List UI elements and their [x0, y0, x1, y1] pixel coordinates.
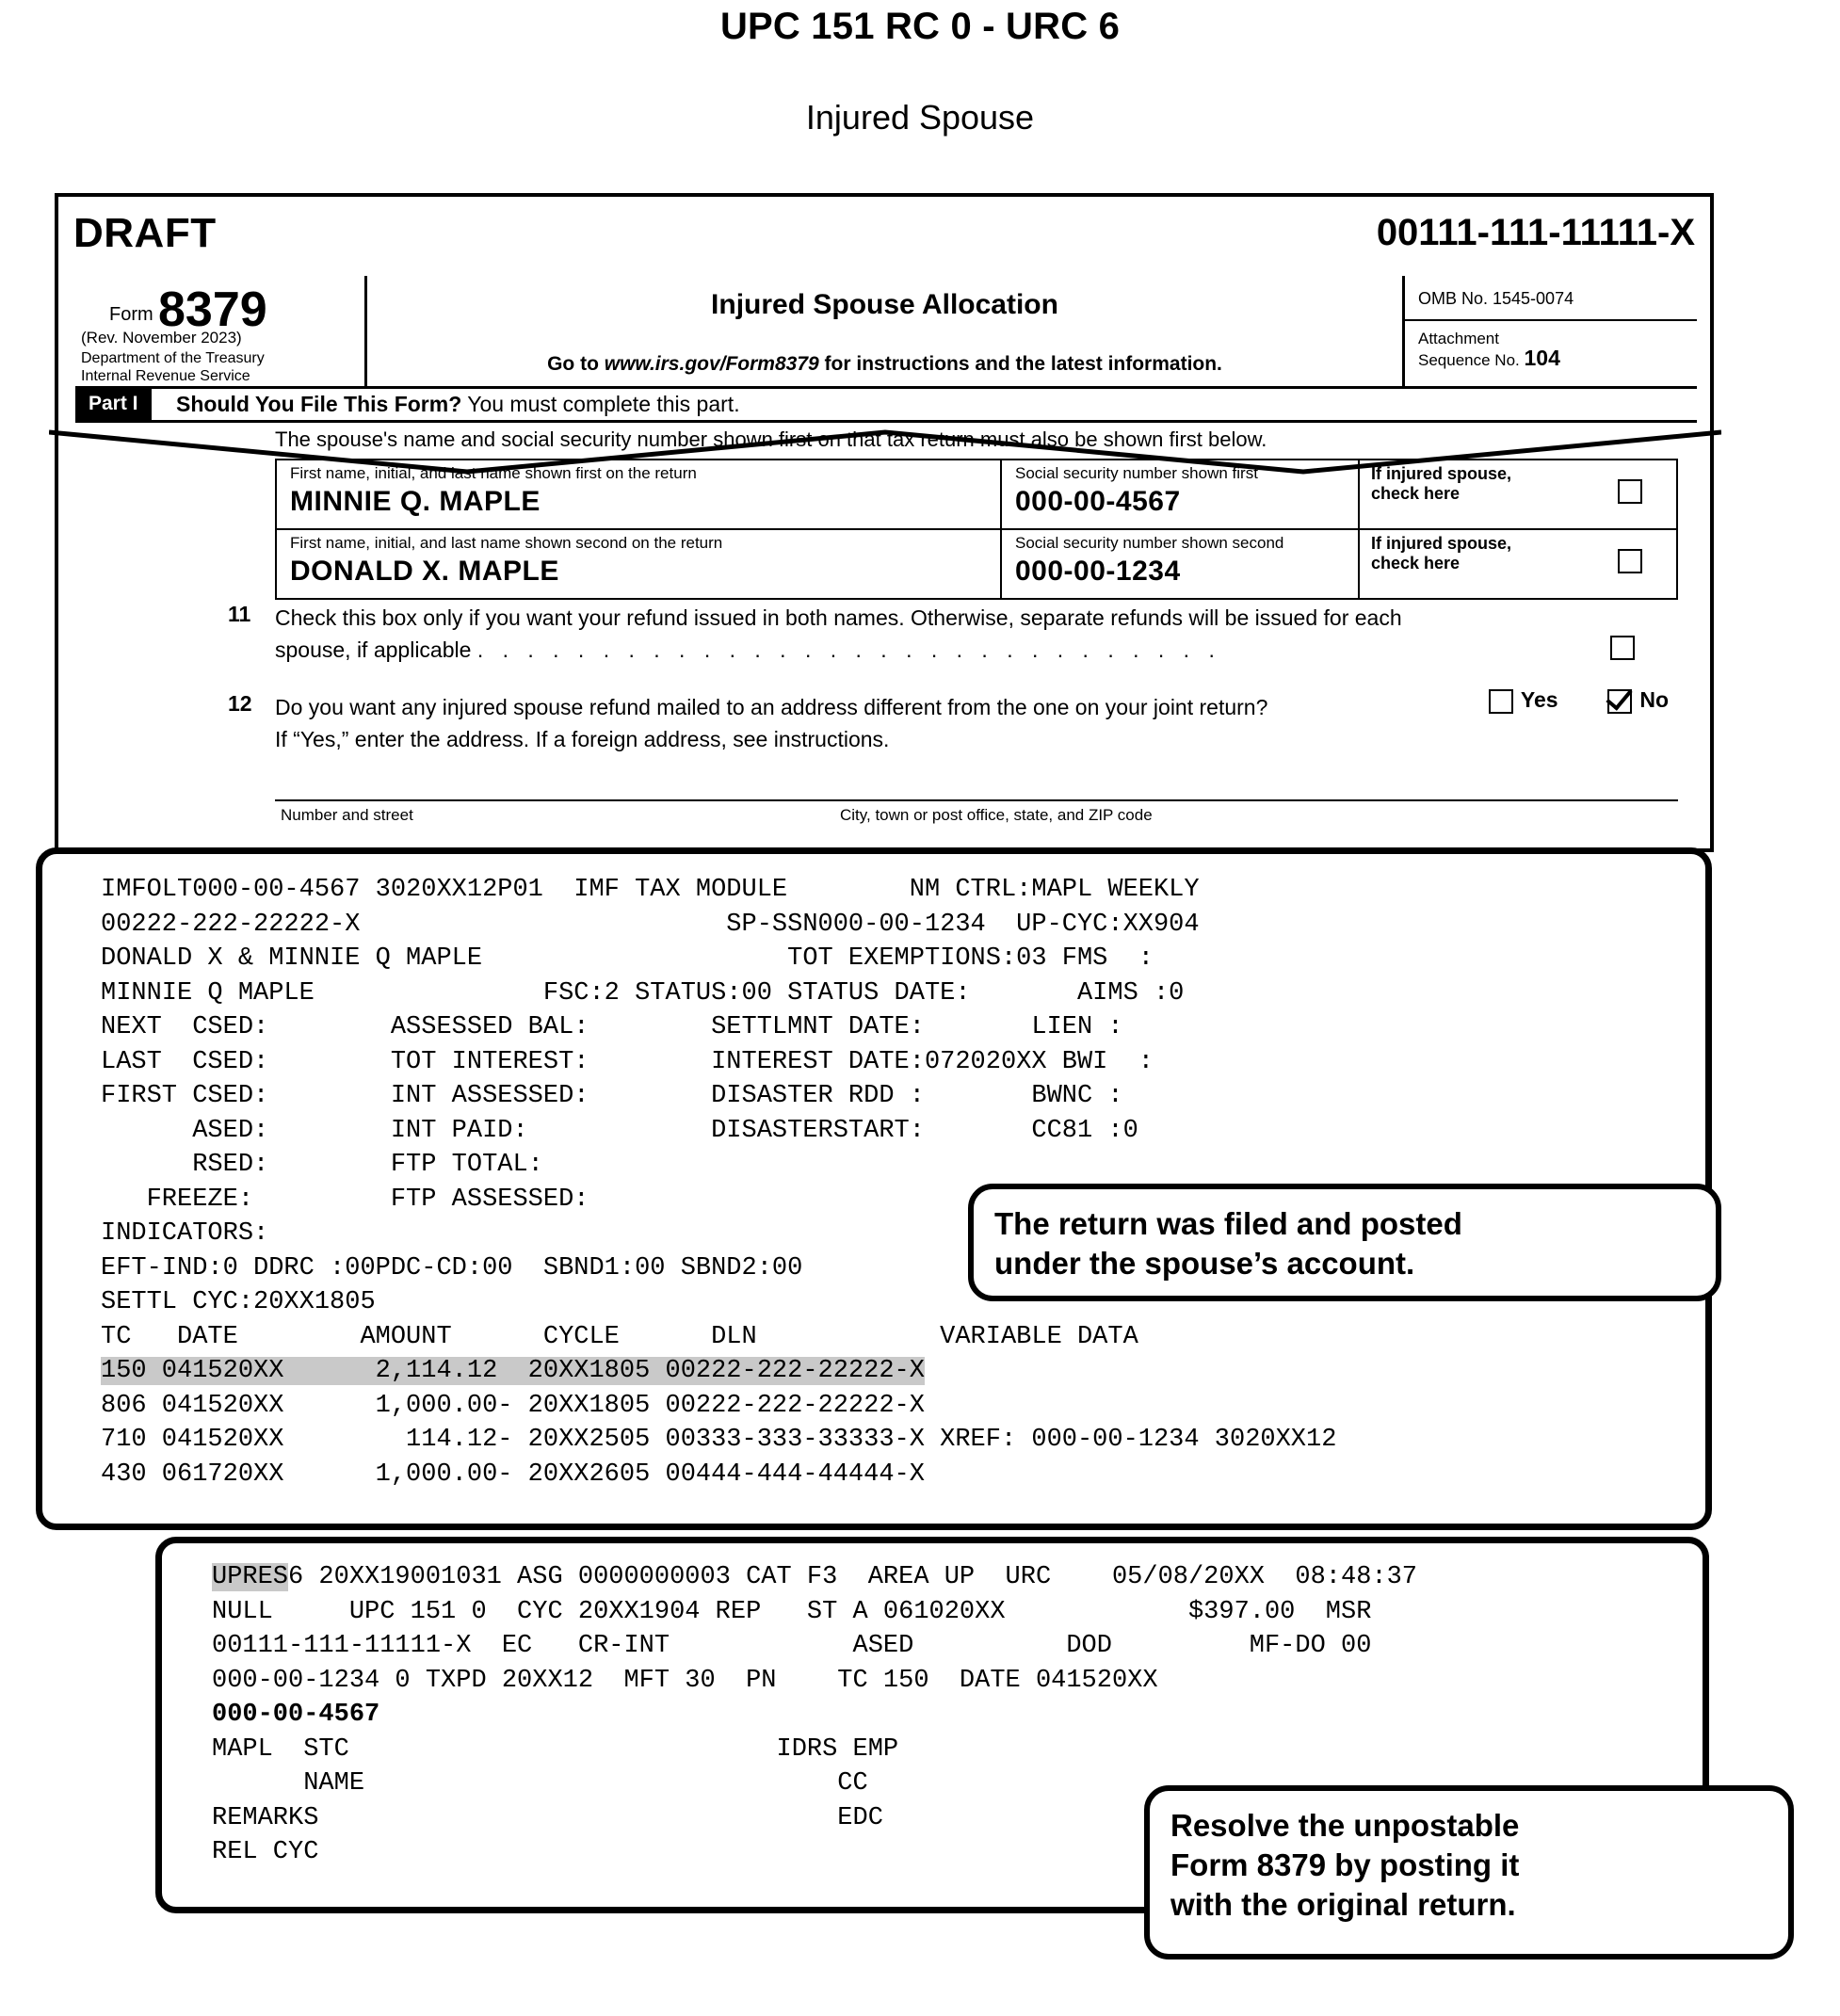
page-subtitle: Injured Spouse: [805, 98, 1035, 137]
upres-line: MAPL STC IDRS EMP: [212, 1734, 899, 1764]
tc-row-710: 710 041520XX 114.12- 20XX2505 00333-333-33333-X XREF: 000-00-1234 3020XX12: [101, 1426, 1337, 1454]
line-11-leader-dots: . . . . . . . . . . . . . . . . . . . . . . . . . . . . . .: [476, 637, 1221, 662]
imfolt-line: NEXT CSED: ASSESSED BAL: SETTLMNT DATE: LIEN :: [101, 1013, 1123, 1041]
form-line-11: [228, 602, 1697, 666]
line-11-body: [275, 602, 1697, 666]
line-11-number: 11: [228, 602, 251, 626]
form-header-band: [75, 276, 1697, 389]
line-11-text-1: Check this box only if you want your refund issued in both names. Otherwise, separate refunds will be issued for each: [275, 605, 1402, 630]
form-line-12: [228, 687, 1697, 755]
callout-1-line-1: The return was filed and posted: [994, 1206, 1462, 1241]
callout-return-posted: [968, 1184, 1721, 1301]
upres-line: 000-00-1234 0 TXPD 20XX12 MFT 30 PN TC 150 DATE 041520XX: [212, 1666, 1158, 1695]
part-1-instruction: You must complete this part.: [461, 392, 740, 416]
upres-line-1-rest: 6 20XX19001031 ASG 0000000003 CAT F3 AREA UP URC 05/08/20XX 08:48:37: [288, 1563, 1418, 1591]
callout-2-line-1: Resolve the unpostable: [1170, 1808, 1520, 1843]
imfolt-line: FIRST CSED: INT ASSESSED: DISASTER RDD : BWNC :: [101, 1082, 1123, 1110]
imfolt-column-header: TC DATE AMOUNT CYCLE DLN VARIABLE DATA: [101, 1322, 1138, 1351]
secondary-injured-label-1: If injured spouse,: [1371, 534, 1512, 553]
upres-line: NULL UPC 151 0 CYC 20XX1904 REP ST A 061020XX $397.00 MSR: [212, 1597, 1372, 1626]
secondary-injured-spouse-cell: [1360, 530, 1676, 598]
line-12-text-2: If “Yes,” enter the address. If a foreign address, see instructions.: [275, 727, 890, 751]
upres-line: REL CYC: [212, 1838, 319, 1866]
form-identity-block: [75, 276, 367, 389]
secondary-ssn-cell: [1002, 530, 1360, 598]
goto-suffix: for instructions and the latest information.: [818, 353, 1222, 375]
primary-ssn-label: Social security number shown first: [1015, 464, 1258, 482]
line-12-body: [275, 691, 1697, 755]
omb-number: OMB No. 1545-0074: [1405, 276, 1697, 321]
attachment-label-1: Attachment: [1418, 330, 1499, 347]
upres-line: NAME CC: [212, 1769, 868, 1798]
secondary-injured-spouse-checkbox[interactable]: [1618, 549, 1642, 573]
imfolt-line: DONALD X & MINNIE Q MAPLE TOT EXEMPTIONS:03 FMS :: [101, 944, 1154, 973]
imfolt-line: FREEZE: FTP ASSESSED:: [101, 1185, 589, 1214]
primary-injured-spouse-checkbox[interactable]: [1618, 479, 1642, 504]
goto-prefix: Go to: [547, 353, 605, 375]
part-1-question: Should You File This Form?: [175, 392, 462, 416]
secondary-name-label: First name, initial, and last name shown second on the return: [290, 534, 723, 552]
upres-tin-bold: 000-00-4567: [212, 1701, 380, 1729]
spouse-order-note: The spouse's name and social security number shown first on that tax return must also be shown first below.: [275, 427, 1267, 451]
primary-injured-label-2: check here: [1371, 484, 1461, 503]
upres-line: 00111-111-11111-X EC CR-INT ASED DOD MF-DO 00: [212, 1632, 1372, 1660]
form-department-block: [81, 349, 265, 385]
form-omb-block: [1405, 276, 1697, 389]
line-12-no-label: No: [1639, 687, 1669, 712]
part-1-bar: [75, 389, 1697, 423]
line-12-number: 12: [228, 691, 252, 716]
dln-number-top: 00111-111-11111-X: [1376, 212, 1695, 253]
taxpayer-name-table: [275, 459, 1678, 600]
part-1-tag: Part I: [75, 389, 152, 420]
callout-1-line-2: under the spouse’s account.: [994, 1246, 1415, 1281]
imfolt-line: LAST CSED: TOT INTEREST: INTEREST DATE:072020XX BWI :: [101, 1047, 1154, 1076]
secondary-ssn-label: Social security number shown second: [1015, 534, 1284, 552]
secondary-name-cell: [277, 530, 1002, 598]
primary-injured-label-1: If injured spouse,: [1371, 464, 1512, 483]
tc-row-806: 806 041520XX 1,000.00- 20XX1805 00222-222-22222-X: [101, 1391, 925, 1420]
secondary-name-value: DONALD X. MAPLE: [290, 556, 559, 587]
line-12-text-1: Do you want any injured spouse refund mailed to an address different from the one on your joint return?: [275, 695, 1268, 719]
form-revision-label: (Rev. November 2023): [81, 329, 242, 347]
draft-watermark: DRAFT: [73, 210, 217, 256]
line-12-yes-checkbox[interactable]: [1489, 689, 1513, 714]
torn-edge-decoration: [49, 428, 1721, 477]
secondary-ssn-value: 000-00-1234: [1015, 556, 1181, 587]
line-11-text-2: spouse, if applicable: [275, 637, 472, 662]
imfolt-line: MINNIE Q MAPLE FSC:2 STATUS:00 STATUS DATE: AIMS :0: [101, 978, 1185, 1008]
line-12-yes-no-group: [1489, 687, 1669, 714]
primary-name-value: MINNIE Q. MAPLE: [290, 486, 541, 517]
line-12-yes-label: Yes: [1520, 687, 1558, 712]
form-word-label: Form: [109, 304, 153, 325]
goto-url[interactable]: www.irs.gov/Form8379: [604, 353, 819, 375]
imfolt-line: IMFOLT000-00-4567 3020XX12P01 IMF TAX MODULE NM CTRL:MAPL WEEKLY: [101, 876, 1200, 904]
form-8379-box: [55, 193, 1714, 852]
imfolt-line: RSED: FTP TOTAL:: [101, 1151, 543, 1179]
tc-row-430: 430 061720XX 1,000.00- 20XX2605 00444-444-44444-X: [101, 1460, 925, 1489]
address-label-row: [275, 799, 1678, 824]
upres-line: REMARKS EDC: [212, 1803, 883, 1832]
department-line-1: Department of the Treasury: [81, 350, 265, 366]
table-row: [277, 530, 1676, 598]
attachment-number: 104: [1524, 346, 1560, 370]
tc-row-150: 150 041520XX 2,114.12 20XX1805 00222-222-22222-X: [101, 1357, 925, 1385]
imfolt-line: ASED: INT PAID: DISASTERSTART: CC81 :0: [101, 1116, 1138, 1145]
primary-ssn-value: 000-00-4567: [1015, 486, 1181, 517]
address-street-label: Number and street: [281, 806, 413, 824]
imfolt-line: INDICATORS:: [101, 1219, 269, 1248]
page-title: UPC 151 RC 0 - URC 6: [719, 6, 1121, 47]
line-11-checkbox[interactable]: [1610, 636, 1635, 660]
attachment-sequence: [1405, 321, 1697, 370]
imfolt-text-block: [101, 873, 1336, 1492]
form-number-label: 8379: [158, 282, 267, 337]
part-1-heading: [155, 389, 740, 417]
imfolt-line: EFT-IND:0 DDRC :00PDC-CD:00 SBND1:00 SBND2:00: [101, 1253, 803, 1282]
attachment-label-2: Sequence No.: [1418, 351, 1520, 369]
imfolt-line: SETTL CYC:20XX1805: [101, 1288, 376, 1316]
primary-name-label: First name, initial, and last name shown first on the return: [290, 464, 697, 482]
imfolt-line: 00222-222-22222-X SP-SSN000-00-1234 UP-CYC:XX904: [101, 910, 1200, 939]
form-goto-line: [367, 353, 1402, 376]
callout-resolve-unpostable: [1144, 1785, 1794, 1960]
callout-2-line-3: with the original return.: [1170, 1887, 1516, 1922]
callout-2-line-2: Form 8379 by posting it: [1170, 1847, 1520, 1882]
address-city-label: City, town or post office, state, and ZIP code: [840, 806, 1153, 824]
upres-command-code: UPRES: [212, 1563, 289, 1591]
form-title-block: [367, 276, 1405, 389]
department-line-2: Internal Revenue Service: [81, 368, 250, 384]
form-title: Injured Spouse Allocation: [711, 289, 1058, 320]
line-12-no-checkbox[interactable]: [1607, 689, 1632, 714]
secondary-injured-label-2: check here: [1371, 554, 1461, 573]
